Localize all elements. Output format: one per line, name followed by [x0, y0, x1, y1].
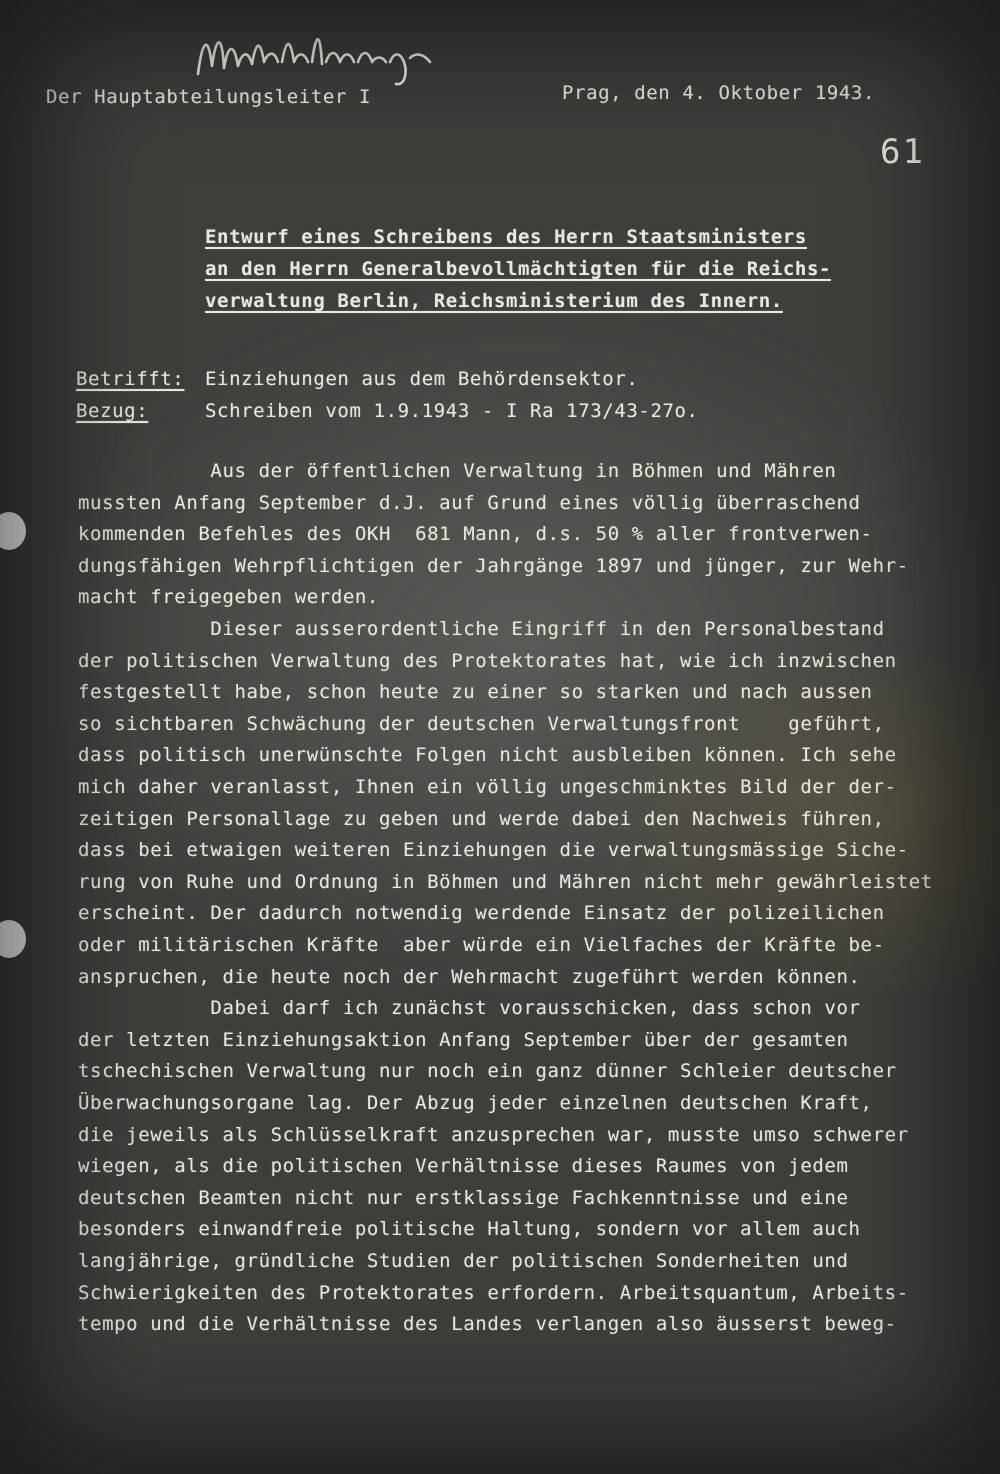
- body-line-13: dass bei etwaigen weiteren Einziehungen die verwaltungsmässige Siche-: [78, 839, 909, 862]
- place-date: Prag, den 4. Oktober 1943.: [562, 82, 876, 104]
- body-line-8: festgestellt habe, schon heute zu einer so starken und nach aussen: [78, 681, 873, 704]
- punch-hole-top: [0, 512, 26, 550]
- body-line-20: tschechischen Verwaltung nur noch ein ganz dünner Schleier deutscher: [78, 1060, 897, 1083]
- body-line-19: der letzten Einziehungsaktion Anfang September über der gesamten: [78, 1028, 849, 1051]
- body-line-26: langjährige, gründliche Studien der politischen Sonderheiten und: [78, 1250, 849, 1272]
- body-line-18: Dabei darf ich zunächst vorausschicken, dass schon vor: [78, 997, 861, 1020]
- body-line-2: mussten Anfang September d.J. auf Grund eines völlig überraschend: [78, 491, 861, 514]
- title-line-2: an den Herrn Generalbevollmächtigten für die Reichs-: [205, 258, 832, 280]
- body-line-15: erscheint. Der dadurch notwendig werdende Einsatz der polizeilichen: [78, 902, 885, 925]
- body-line-9: so sichtbaren Schwächung der deutschen Verwaltungsfront geführt,: [78, 712, 885, 735]
- body-line-4: dungsfähigen Wehrpflichtigen der Jahrgänge 1897 und jünger, zur Wehr-: [78, 554, 909, 577]
- body-line-1: Aus der öffentlichen Verwaltung in Böhmen und Mähren: [78, 460, 837, 482]
- reference-label: Bezug:: [76, 400, 149, 422]
- reference-text: Schreiben vom 1.9.1943 - I Ra 173/43-27o.: [205, 400, 699, 422]
- body-line-10: dass politisch unerwünschte Folgen nicht ausbleiben können. Ich sehe: [78, 744, 897, 767]
- sender-line: Der Hauptabteilungsleiter I: [46, 86, 372, 108]
- body-line-14: rung von Ruhe und Ordnung in Böhmen und Mähren nicht mehr gewährleistet: [78, 870, 933, 893]
- body-line-12: zeitigen Personallage zu geben und werde dabei den Nachweis führen,: [78, 807, 885, 830]
- body-line-25: besonders einwandfreie politische Haltung, sondern vor allem auch: [78, 1218, 861, 1241]
- body-line-16: oder militärischen Kräfte aber würde ein Vielfaches der Kräfte be-: [78, 934, 885, 956]
- body-line-24: deutschen Beamten nicht nur erstklassige Fachkenntnisse und eine: [78, 1186, 849, 1209]
- body-line-7: der politischen Verwaltung des Protektorates hat, wie ich inzwischen: [78, 649, 897, 672]
- title-line-3: verwaltung Berlin, Reichsministerium des Innern.: [205, 290, 783, 312]
- folio-number: 61: [880, 132, 925, 172]
- body-line-22: die jeweils als Schlüsselkraft anzusprechen war, musste umso schwerer: [78, 1123, 909, 1146]
- title-line-1: Entwurf eines Schreibens des Herrn Staatsministers: [205, 226, 807, 248]
- body-line-23: wiegen, als die politischen Verhältnisse dieses Raumes von jedem: [78, 1155, 849, 1178]
- punch-hole-bottom: [0, 920, 26, 958]
- body-line-6: Dieser ausserordentliche Eingriff in den Personalbestand: [78, 618, 885, 640]
- body-line-21: Überwachungsorgane lag. Der Abzug jeder einzelnen deutschen Kraft,: [78, 1092, 873, 1114]
- body-line-17: anspruchen, die heute noch der Wehrmacht zugeführt werden können.: [78, 965, 861, 988]
- body-line-11: mich daher veranlasst, Ihnen ein völlig ungeschminktes Bild der der-: [78, 776, 897, 798]
- subject-label: Betrifft:: [76, 368, 185, 390]
- body-line-28: tempo und die Verhältnisse des Landes verlangen also äusserst beweg-: [78, 1313, 897, 1336]
- body-line-5: macht freigegeben werden.: [78, 586, 379, 609]
- subject-text: Einziehungen aus dem Behördensektor.: [205, 368, 639, 390]
- body-line-27: Schwierigkeiten des Protektorates erfordern. Arbeitsquantum, Arbeits-: [78, 1281, 909, 1304]
- body-line-3: kommenden Befehles des OKH 681 Mann, d.s. 50 % aller frontverwen-: [78, 523, 873, 546]
- handwritten-note-signature: [190, 22, 450, 92]
